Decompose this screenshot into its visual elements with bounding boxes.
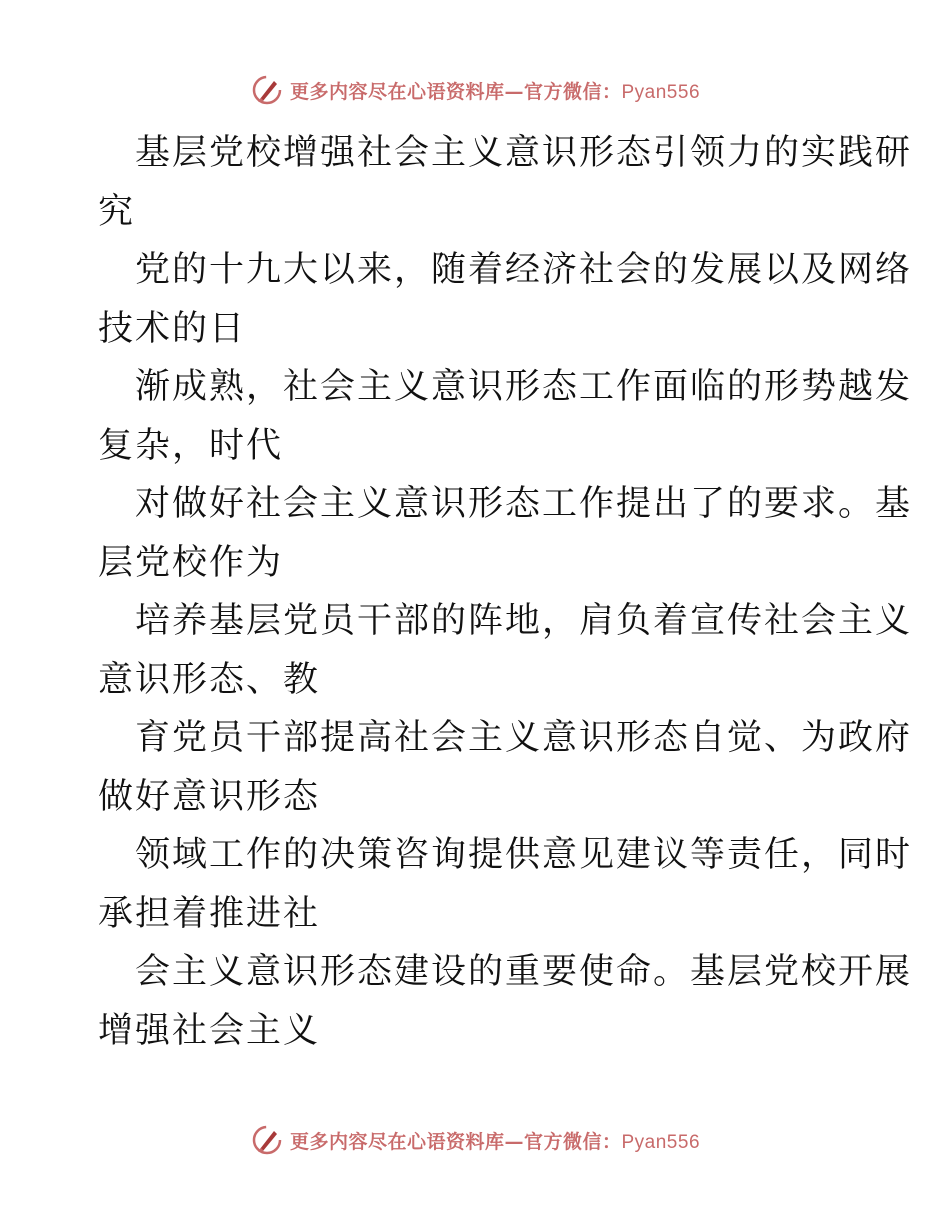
paragraph-line: 渐成熟，社会主义意识形态工作面临的形势越发 — [135, 367, 913, 407]
footer-banner — [0, 1120, 950, 1160]
footer-banner-text: 更多内容尽在心语资料库—官方微信：Pyan556 — [289, 1130, 701, 1153]
paragraph-line: 层党校作为 — [98, 542, 284, 583]
paragraph-line: 会主义意识形态建设的重要使命。基层党校开展 — [135, 952, 913, 992]
paragraph-line: 复杂，时代 — [98, 425, 284, 466]
footer-banner-wechat-id: Pyan556 — [621, 1131, 701, 1153]
paragraph-line: 领域工作的决策咨询提供意见建议等责任，同时 — [135, 835, 913, 875]
title-line-2: 究 — [98, 191, 136, 232]
paragraph-line: 做好意识形态 — [98, 776, 321, 817]
paragraph-line: 培养基层党员干部的阵地，肩负着宣传社会主义 — [135, 601, 913, 641]
document-body — [98, 124, 913, 1060]
title-line-1: 基层党校增强社会主义意识形态引领力的实践研 — [135, 133, 913, 173]
paragraph-line: 承担着推进社 — [98, 893, 321, 934]
paragraph-line: 增强社会主义 — [98, 1010, 321, 1051]
header-banner-text: 更多内容尽在心语资料库—官方微信：Pyan556 — [289, 80, 701, 103]
paragraph-line: 意识形态、教 — [98, 659, 321, 700]
paragraph-line: 党的十九大以来，随着经济社会的发展以及网络 — [135, 250, 913, 290]
header-banner — [0, 70, 950, 110]
paragraph-line: 技术的日 — [98, 308, 247, 349]
quill-pen-logo-icon — [250, 1123, 284, 1157]
paragraph-line: 对做好社会主义意识形态工作提出了的要求。基 — [135, 484, 913, 524]
header-banner-wechat-id: Pyan556 — [621, 81, 701, 103]
paragraph-line: 育党员干部提高社会主义意识形态自觉、为政府 — [135, 718, 913, 758]
quill-pen-logo-icon — [250, 73, 284, 107]
